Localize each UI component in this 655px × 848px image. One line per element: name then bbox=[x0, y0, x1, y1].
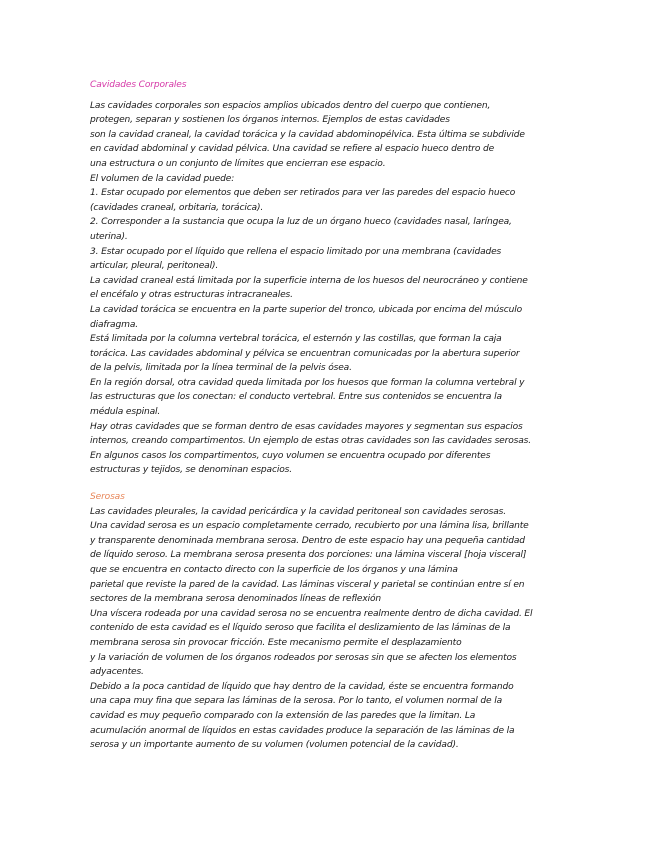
text-line: Las cavidades pleurales, la cavidad pericárdica y la cavidad peritoneal son cavidades serosas. bbox=[90, 506, 506, 517]
text-line: médula espinal. bbox=[90, 407, 161, 418]
text-line: de líquido seroso. La membrana serosa presenta dos porciones: una lámina visceral [hoja visceral] bbox=[90, 550, 527, 561]
text-line: contenido de esta cavidad es el líquido seroso que facilita el deslizamiento de las láminas de la bbox=[90, 623, 511, 634]
document-body bbox=[90, 78, 570, 753]
text-line: cavidad es muy pequeño comparado con la extensión de las paredes que la limitan. La bbox=[90, 710, 476, 721]
section-title-cavidades: Cavidades Corporales bbox=[90, 80, 187, 90]
text-line: Debido a la poca cantidad de líquido que hay dentro de la cavidad, éste se encuentra formando bbox=[90, 681, 514, 692]
text-line: de la pelvis, limitada por la línea terminal de la pelvis ósea. bbox=[90, 363, 352, 374]
text-line: Una víscera rodeada por una cavidad serosa no se encuentra realmente dentro de dicha cavidad. El bbox=[90, 608, 533, 619]
text-line: son la cavidad craneal, la cavidad torácica y la cavidad abdominopélvica. Esta última se subdivide bbox=[90, 129, 525, 140]
text-line: serosa y un importante aumento de su volumen (volumen potencial de la cavidad). bbox=[90, 740, 459, 751]
text-line: sectores de la membrana serosa denominados líneas de reflexión bbox=[90, 594, 381, 605]
text-line: torácica. Las cavidades abdominal y pélvica se encuentran comunicadas por la abertura superior bbox=[90, 348, 520, 359]
text-line: parietal que reviste la pared de la cavidad. Las láminas visceral y parietal se continúan entre sí en bbox=[90, 579, 525, 590]
text-line: acumulación anormal de líquidos en estas cavidades produce la separación de las láminas de la bbox=[90, 725, 515, 736]
text-line: Una cavidad serosa es un espacio completamente cerrado, recubierto por una lámina lisa, brillante bbox=[90, 521, 529, 532]
text-line: En algunos casos los compartimentos, cuyo volumen se encuentra ocupado por diferentes bbox=[90, 450, 491, 461]
text-line: 3. Estar ocupado por el líquido que rellena el espacio limitado por una membrana (cavidades bbox=[90, 246, 502, 257]
text-line: internos, creando compartimentos. Un ejemplo de estas otras cavidades son las cavidades serosas. bbox=[90, 436, 531, 447]
text-line: La cavidad torácica se encuentra en la parte superior del tronco, ubicada por encima del músculo bbox=[90, 304, 523, 315]
text-line: adyacentes. bbox=[90, 667, 144, 678]
section-spacer bbox=[90, 478, 570, 490]
section-body-serosas bbox=[90, 505, 570, 753]
text-line: (cavidades craneal, orbitaria, torácica). bbox=[90, 202, 264, 213]
text-line: articular, pleural, peritoneal). bbox=[90, 261, 219, 272]
text-line: el encéfalo y otras estructuras intracraneales. bbox=[90, 290, 293, 301]
text-line: La cavidad craneal está limitada por la superficie interna de los huesos del neurocráneo y contiene bbox=[90, 275, 528, 286]
text-line: estructuras y tejidos, se denominan espacios. bbox=[90, 465, 292, 476]
text-line: y la variación de volumen de los órganos rodeados por serosas sin que se afecten los elementos bbox=[90, 652, 517, 663]
text-line: protegen, separan y sostienen los órganos internos. Ejemplos de estas cavidades bbox=[90, 115, 450, 126]
text-line: Está limitada por la columna vertebral torácica, el esternón y las costillas, que forman la caja bbox=[90, 334, 502, 345]
text-line: una capa muy fina que separa las láminas de la serosa. Por lo tanto, el volumen normal de la bbox=[90, 696, 502, 707]
section-title-serosas: Serosas bbox=[90, 492, 125, 503]
text-line: En la región dorsal, otra cavidad queda limitada por los huesos que forman la columna vertebral y bbox=[90, 377, 525, 388]
text-line: y transparente denominada membrana serosa. Dentro de este espacio hay una pequeña cantidad bbox=[90, 535, 525, 546]
text-line: que se encuentra en contacto directo con la superficie de los órganos y una lámina bbox=[90, 565, 458, 575]
text-line: diafragma. bbox=[90, 319, 138, 330]
text-line: las estructuras que los conectan: el conducto vertebral. Entre sus contenidos se encuentra la bbox=[90, 392, 502, 403]
text-line: en cavidad abdominal y cavidad pélvica. Una cavidad se refiere al espacio hueco dentro de bbox=[90, 144, 495, 155]
text-line: uterina). bbox=[90, 231, 128, 242]
text-line: membrana serosa sin provocar fricción. Este mecanismo permite el desplazamiento bbox=[90, 637, 462, 648]
text-line: Hay otras cavidades que se forman dentro de esas cavidades mayores y segmentan sus espacios bbox=[90, 421, 523, 432]
text-line: Las cavidades corporales son espacios amplios ubicados dentro del cuerpo que contienen, bbox=[90, 100, 491, 111]
text-line: El volumen de la cavidad puede: bbox=[90, 173, 235, 184]
section-body-cavidades bbox=[90, 99, 570, 478]
text-line: una estructura o un conjunto de límites que encierran ese espacio. bbox=[90, 158, 386, 169]
text-line: 1. Estar ocupado por elementos que deben ser retirados para ver las paredes del espacio hueco bbox=[90, 188, 516, 199]
text-line: 2. Corresponder a la sustancia que ocupa la luz de un órgano hueco (cavidades nasal, laríngea, bbox=[90, 217, 512, 228]
